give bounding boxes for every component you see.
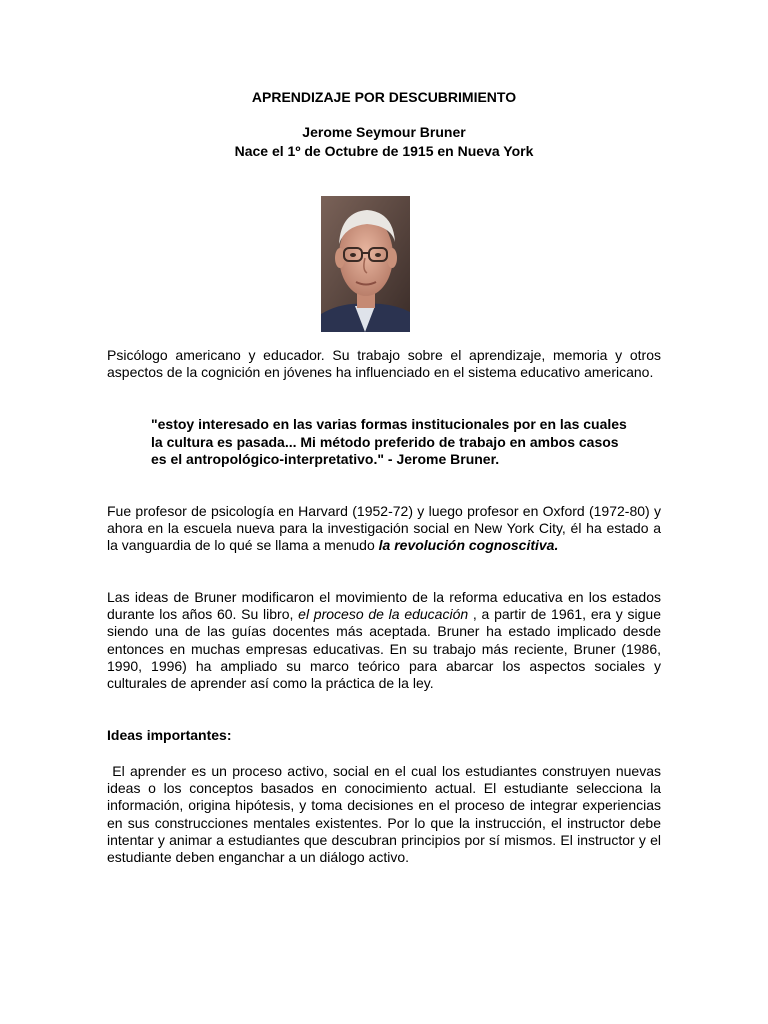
subtitle-block	[0, 123, 768, 161]
document-title: APRENDIZAJE POR DESCUBRIMIENTO	[251, 89, 517, 105]
ideas-paragraph: El aprender es un proceso activo, social en el cual los estudiantes construyen nuevas ideas o los conceptos basados en conocimiento actual. El estudiante selecciona la información, origina hipótesis, y toma decisiones en el proceso de integrar experiencias en sus construcciones mentales existentes. Por lo que la instrucción, el instructor debe intentar y animar a estudiantes que descubran principios por sí mismos. El instructor y el estudiante deben enganchar a un diálogo activo.	[107, 763, 665, 866]
author-name: Jerome Seymour Bruner	[302, 124, 466, 140]
influence-before: Las ideas de Bruner modificaron el movimiento de la reforma educativa en los estados durante los años 60. Su libro,	[107, 589, 661, 623]
career-text: Fue profesor de psicología en Harvard (1952-72) y luego profesor en Oxford (1972-80) y ahora en la escuela nueva para la investigación social en New York City, él ha estado a la vanguardia de lo qué se llama a menudo	[107, 503, 661, 554]
portrait-photo	[321, 196, 410, 332]
career-emphasis: la revolución cognoscitiva.	[378, 537, 559, 554]
book-title: el proceso de la educación	[298, 606, 469, 623]
intro-paragraph: Psicólogo americano y educador. Su trabajo sobre el aprendizaje, memoria y otros aspectos de la cognición en jóvenes ha influenciado en el sistema educativo americano.	[107, 347, 661, 381]
ideas-heading: Ideas importantes:	[107, 727, 232, 743]
influence-after: , a partir de 1961, era y sigue siendo una de las guías docentes más aceptada. Bruner ha estado implicado desde entonces en muchas empresas educativas. En su trabajo más reciente, Bruner (1986, 1990, 1996) ha ampliado su marco teórico para abarcar los aspectos sociales y culturales de aprender así como la práctica de la ley.	[107, 606, 662, 692]
career-paragraph	[107, 503, 661, 555]
bruner-quote: "estoy interesado en las varias formas institucionales por en las cuales la cultura es pasada... Mi método preferido de trabajo en ambos casos es el antropológico-interpretativo." - Jerome Bruner.	[151, 416, 627, 467]
influence-paragraph	[107, 589, 661, 692]
author-birth: Nace el 1º de Octubre de 1915 en Nueva York	[234, 143, 534, 159]
